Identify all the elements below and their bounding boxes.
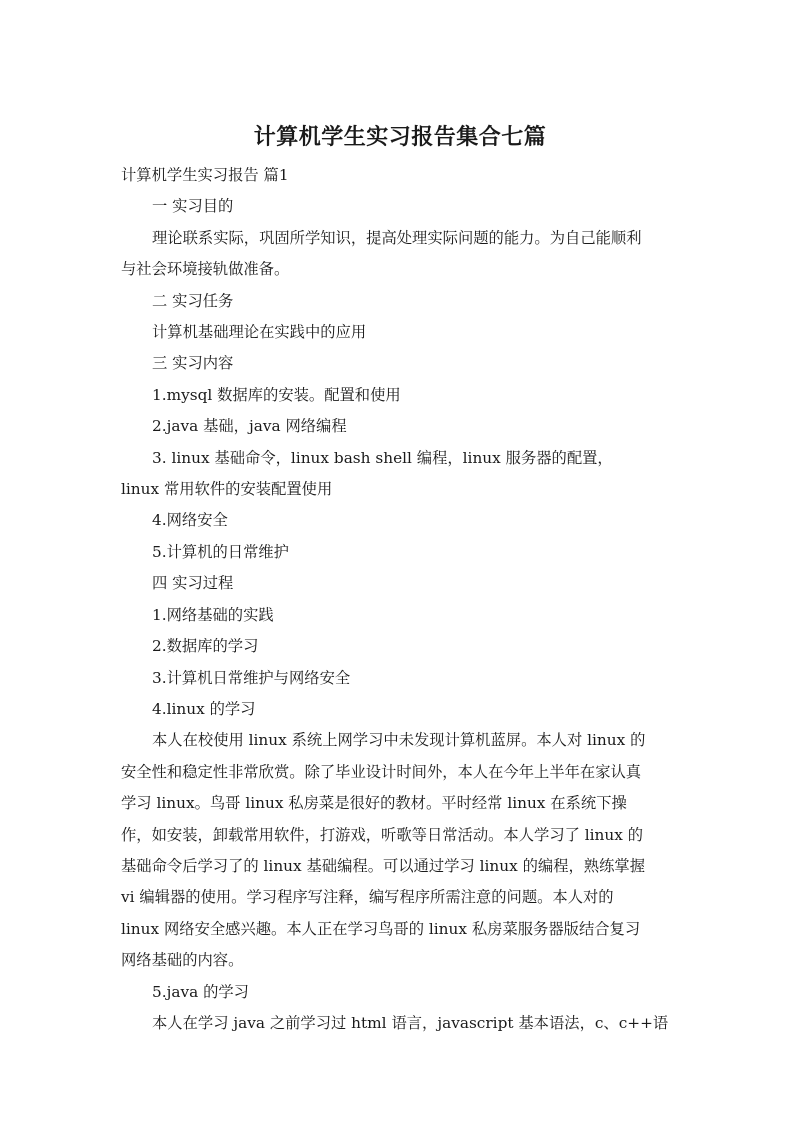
paragraph-line: vi 编辑器的使用。学习程序写注释，编写程序所需注意的问题。本人对的 <box>121 888 614 907</box>
paragraph-line: 与社会环境接轨做准备。 <box>121 260 290 279</box>
list-item: 1.mysql 数据库的安装。配置和使用 <box>152 385 401 404</box>
document-title: 计算机学生实习报告集合七篇 <box>253 125 547 150</box>
heading-process: 四 实习过程 <box>152 574 234 593</box>
list-item-continuation: linux 常用软件的安装配置使用 <box>121 480 333 499</box>
list-item: 2.java 基础，java 网络编程 <box>152 417 347 436</box>
paragraph-line: 作，如安装，卸载常用软件，打游戏，听歌等日常活动。本人学习了 linux 的 <box>121 825 644 844</box>
document-body <box>121 160 683 1039</box>
paragraph-line: 网络基础的内容。 <box>121 951 244 970</box>
list-item: 4.网络安全 <box>152 511 228 530</box>
list-item: 5.计算机的日常维护 <box>152 542 289 561</box>
heading-purpose: 一 实习目的 <box>152 197 234 216</box>
list-item: 3.计算机日常维护与网络安全 <box>152 668 351 687</box>
section-subtitle: 计算机学生实习报告 篇1 <box>121 166 289 184</box>
paragraph-line: 本人在校使用 linux 系统上网学习中未发现计算机蓝屏。本人对 linux 的 <box>152 731 646 750</box>
paragraph-line: 本人在学习 java 之前学习过 html 语言，javascript 基本语法，c、c++语 <box>152 1013 669 1032</box>
paragraph-line: 学习 linux。鸟哥 linux 私房菜是很好的教材。平时经常 linux 在系统下操 <box>121 794 627 813</box>
heading-content: 三 实习内容 <box>152 354 234 373</box>
list-item: 4.linux 的学习 <box>152 699 256 718</box>
list-item: 5.java 的学习 <box>152 982 249 1001</box>
paragraph-line: 理论联系实际，巩固所学知识，提高处理实际问题的能力。为自己能顺利 <box>152 228 642 247</box>
heading-task: 二 实习任务 <box>152 291 234 310</box>
paragraph-line: linux 网络安全感兴趣。本人正在学习鸟哥的 linux 私房菜服务器版结合复习 <box>121 919 641 938</box>
paragraph-line: 安全性和稳定性非常欣赏。除了毕业设计时间外，本人在今年上半年在家认真 <box>121 762 642 781</box>
list-item: 2.数据库的学习 <box>152 637 259 656</box>
paragraph-line: 基础命令后学习了的 linux 基础编程。可以通过学习 linux 的编程，熟练掌握 <box>121 856 645 875</box>
list-item: 1.网络基础的实践 <box>152 605 274 624</box>
paragraph-line: 计算机基础理论在实践中的应用 <box>152 323 367 342</box>
list-item: 3. linux 基础命令，linux bash shell 编程，linux 服务器的配置， <box>152 448 613 467</box>
